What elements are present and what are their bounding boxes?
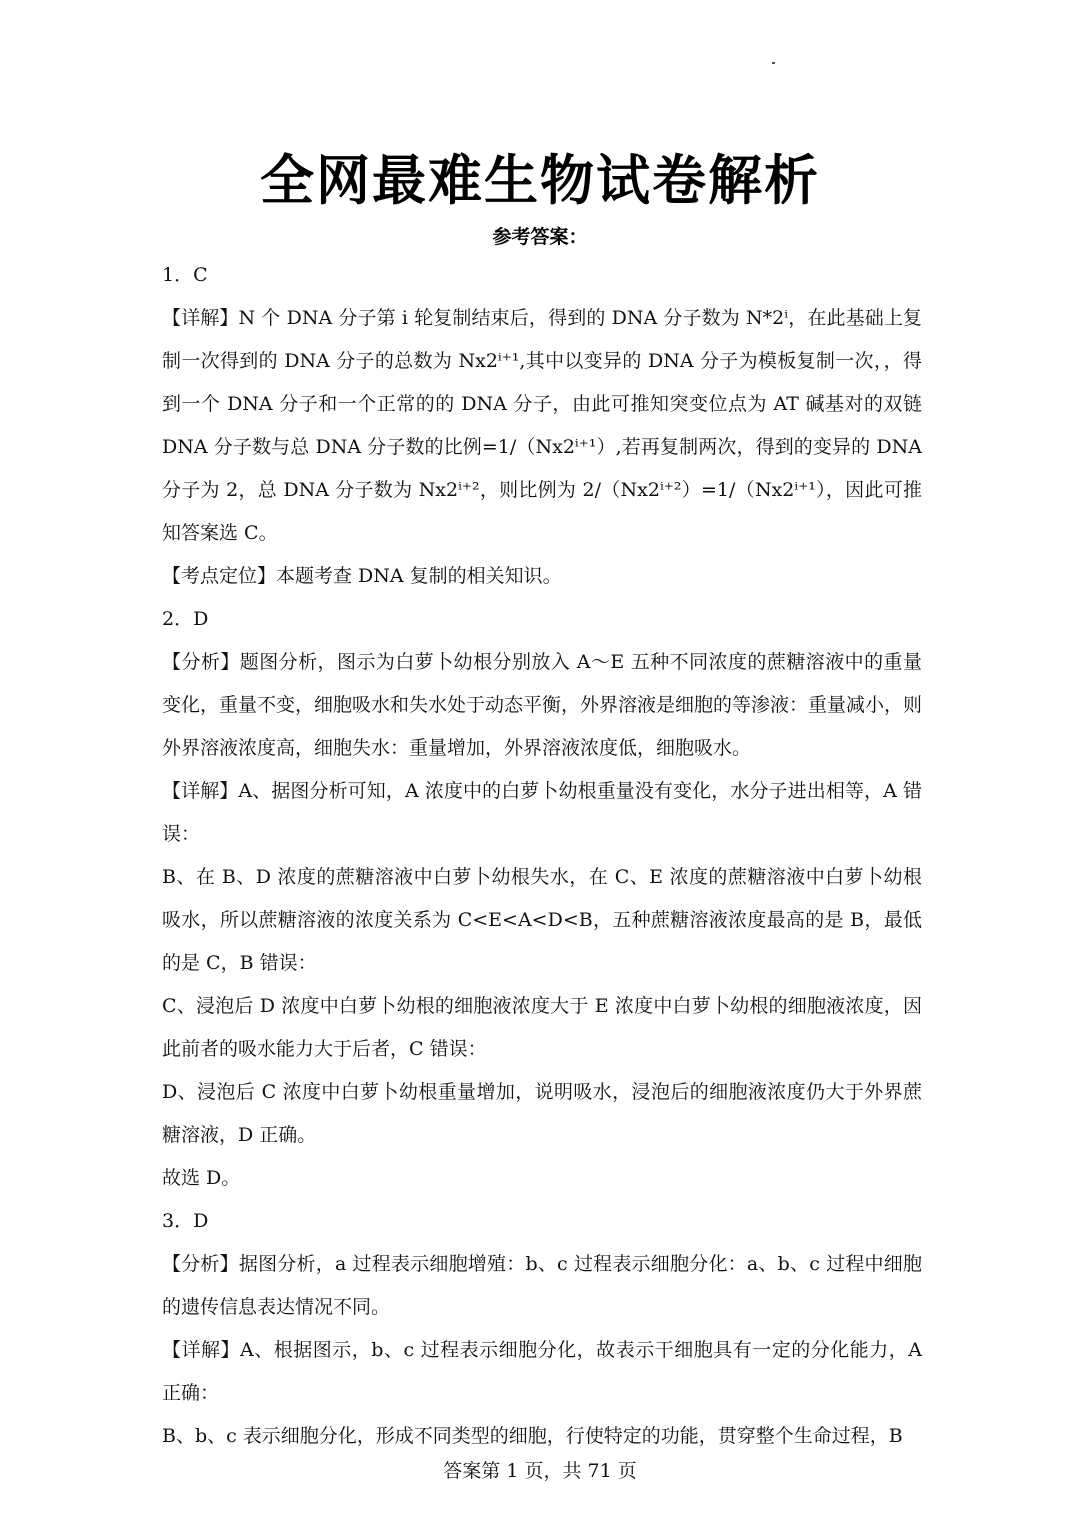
answer-key-heading: 参考答案： (492, 226, 588, 248)
answer-paragraph: 【分析】据图分析，a 过程表示细胞增殖：b、c 过程表示细胞分化：a、b、c 过程中细胞的遗传信息表达情况不同。 (162, 1253, 922, 1318)
answer-number: 1．C (162, 264, 208, 286)
answer-paragraph: 【分析】题图分析，图示为白萝卜幼根分别放入 A～E 五种不同浓度的蔗糖溶液中的重量变化，重量不变，细胞吸水和失水处于动态平衡，外界溶液是细胞的等渗液：重量减小，则外界溶液浓度高，细胞失水：重量增加，外界溶液浓度低，细胞吸水。 (162, 651, 923, 759)
answer-paragraph: 【详解】A、据图分析可知，A 浓度中的白萝卜幼根重量没有变化，水分子进出相等，A 错误： (162, 780, 922, 845)
page-title: 全网最难生物试卷解析 (260, 149, 820, 212)
answer-number: 3．D (162, 1210, 209, 1232)
answer-number: 2．D (162, 608, 209, 630)
answer-content (162, 254, 922, 1458)
answer-paragraph: B、b、c 表示细胞分化，形成不同类型的细胞，行使特定的功能，贯穿整个生命过程，B (162, 1425, 903, 1447)
answer-paragraph: 故选 D。 (162, 1167, 241, 1189)
scan-speck (772, 62, 775, 64)
answer-paragraph: 【详解】N 个 DNA 分子第 i 轮复制结束后，得到的 DNA 分子数为 N*2ⁱ，在此基础上复制一次得到的 DNA 分子的总数为 Nx2ⁱ⁺¹,其中以变异的 DNA 分子为模板复制一次，，得到一个 DNA 分子和一个正常的的 DNA 分子，由此可推知突变位点为 AT 碱基对的双链 DNA 分子数与总 DNA 分子数的比例=1/（Nx2ⁱ⁺¹）,若再复制两次，得到的变异的 DNA 分子为 2，总 DNA 分子数为 Nx2ⁱ⁺²，则比例为 2/（Nx2ⁱ⁺²）=1/（Nx2ⁱ⁺¹），因此可推知答案选 C。 (162, 307, 922, 544)
answer-paragraph: B、在 B、D 浓度的蔗糖溶液中白萝卜幼根失水，在 C、E 浓度的蔗糖溶液中白萝卜幼根吸水，所以蔗糖溶液的浓度关系为 C<E<A<D<B，五种蔗糖溶液浓度最高的是 B，最低的是 C，B 错误： (162, 866, 922, 974)
answer-paragraph: D、浸泡后 C 浓度中白萝卜幼根重量增加，说明吸水，浸泡后的细胞液浓度仍大于外界蔗糖溶液，D 正确。 (162, 1081, 922, 1146)
answer-paragraph: 【详解】A、根据图示，b、c 过程表示细胞分化，故表示干细胞具有一定的分化能力，A 正确： (162, 1339, 922, 1404)
page-footer: 答案第 1 页，共 71 页 (443, 1460, 637, 1482)
answer-paragraph: 【考点定位】本题考查 DNA 复制的相关知识。 (162, 565, 562, 587)
answer-paragraph: C、浸泡后 D 浓度中白萝卜幼根的细胞液浓度大于 E 浓度中白萝卜幼根的细胞液浓度，因此前者的吸水能力大于后者，C 错误： (162, 995, 922, 1060)
